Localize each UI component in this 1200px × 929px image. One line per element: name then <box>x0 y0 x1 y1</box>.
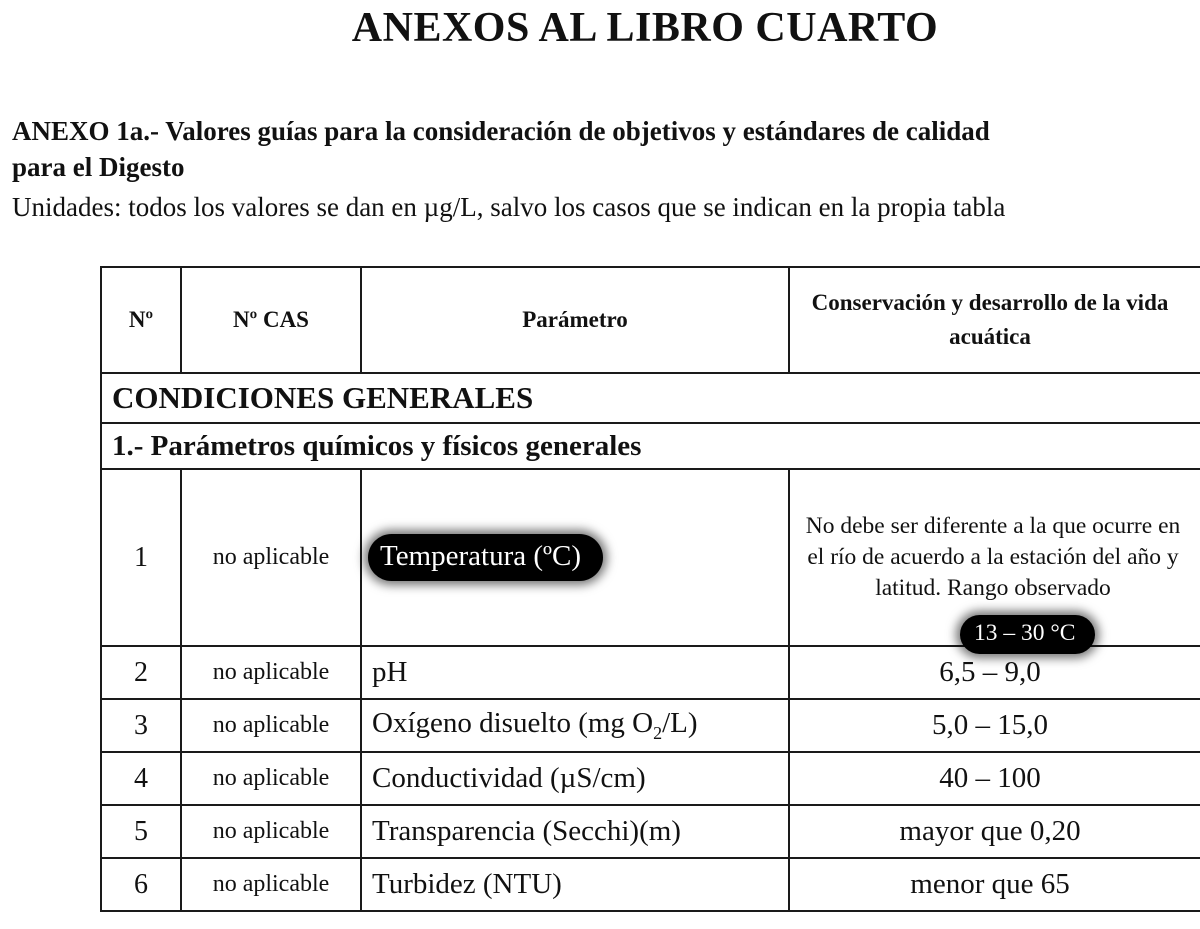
annex-heading-line-1: ANEXO 1a.- Valores guías para la consideración de objetivos y estándares de calidad <box>12 116 990 146</box>
section-title: CONDICIONES GENERALES <box>101 373 1200 423</box>
param-suffix: /L) <box>662 707 698 740</box>
row-cas: no aplicable <box>181 805 361 858</box>
row-cas: no aplicable <box>181 469 361 646</box>
subsection-row <box>101 423 1200 469</box>
temperature-note <box>790 511 1200 646</box>
row-num: 2 <box>101 646 181 699</box>
row-cas: no aplicable <box>181 858 361 911</box>
row-cas: no aplicable <box>181 646 361 699</box>
table-row <box>101 699 1200 752</box>
subsection-title: 1.- Parámetros químicos y físicos generales <box>101 423 1200 469</box>
row-cas: no aplicable <box>181 752 361 805</box>
row-parameter: Conductividad (µS/cm) <box>361 752 789 805</box>
row-num: 1 <box>101 469 181 646</box>
row-parameter: pH <box>361 646 789 699</box>
row-parameter: Transparencia (Secchi)(m) <box>361 805 789 858</box>
table-row <box>101 469 1200 646</box>
param-subscript: 2 <box>653 722 663 743</box>
section-row <box>101 373 1200 423</box>
row-aquatic-life-value: mayor que 0,20 <box>789 805 1200 858</box>
annex-heading <box>12 113 990 185</box>
row-num: 3 <box>101 699 181 752</box>
header-num: Nº <box>101 267 181 373</box>
header-cas: Nº CAS <box>181 267 361 373</box>
highlighted-range: 13 – 30 °C <box>960 615 1095 654</box>
row-aquatic-life-value <box>789 469 1200 646</box>
row-aquatic-life-value: menor que 65 <box>789 858 1200 911</box>
row-aquatic-life-value: 40 – 100 <box>789 752 1200 805</box>
row-num: 5 <box>101 805 181 858</box>
highlighted-parameter: Temperatura (ºC) <box>368 534 603 581</box>
annex-heading-line-2: para el Digesto <box>12 152 185 182</box>
temperature-note-text: No debe ser diferente a la que ocurre en el río de acuerdo a la estación del año y latitud. Rango observado <box>805 513 1181 601</box>
table-row <box>101 752 1200 805</box>
row-parameter <box>361 469 789 646</box>
table-row <box>101 805 1200 858</box>
row-cas: no aplicable <box>181 699 361 752</box>
param-prefix: Oxígeno disuelto (mg O <box>372 707 654 740</box>
guide-values-table <box>100 266 1200 912</box>
row-aquatic-life-value: 5,0 – 15,0 <box>789 699 1200 752</box>
table-row <box>101 858 1200 911</box>
header-parameter: Parámetro <box>361 267 789 373</box>
row-aquatic-life-value: 6,5 – 9,0 <box>789 646 1200 699</box>
row-num: 6 <box>101 858 181 911</box>
header-aquatic-life <box>789 267 1200 373</box>
units-note: Unidades: todos los valores se dan en µg/L, salvo los casos que se indican en la propia tabla <box>12 192 1006 222</box>
table-header-row <box>101 267 1200 373</box>
row-num: 4 <box>101 752 181 805</box>
row-parameter: Turbidez (NTU) <box>361 858 789 911</box>
header-aquatic-life-label: Conservación y desarrollo de la vida acuática <box>811 290 1169 349</box>
row-parameter <box>361 699 789 752</box>
document-title: ANEXOS AL LIBRO CUARTO <box>351 5 939 51</box>
